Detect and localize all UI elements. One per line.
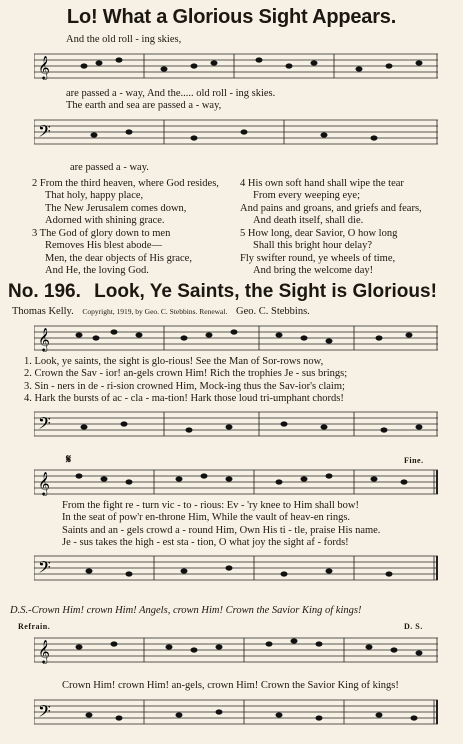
verse-line: And He, the loving God.: [45, 265, 149, 277]
hymn1-lyric-line: are passed a - way.: [70, 162, 149, 173]
svg-text:𝄞: 𝄞: [38, 473, 50, 495]
staff: [34, 552, 438, 581]
staff: [34, 322, 438, 351]
svg-text:𝄢: 𝄢: [38, 123, 51, 145]
svg-text:𝄢: 𝄢: [38, 559, 51, 581]
verse-line: That holy, happy place,: [45, 190, 144, 202]
stanza-line: 3. Sin - ners in de - ri-sion crowned Him, Mock-ing thus the Sav-ior's claim;: [24, 380, 345, 392]
verse-line: From every weeping eye;: [253, 190, 361, 202]
verse-line: 2 From the third heaven, where God resides,: [32, 178, 219, 189]
verse-line: Men, the dear objects of His grace,: [45, 252, 192, 264]
verse-line: Removes His blest abode—: [45, 240, 162, 252]
stanza-line: Je - sus takes the high - est sta - tion, O what joy the sight af - fords!: [62, 537, 349, 549]
svg-text:𝄞: 𝄞: [38, 329, 50, 351]
refrain-label: Refrain.: [18, 622, 51, 631]
stanza-line: 4. Hark the bursts of ac - cla - ma-tion! Hark those loud tri-umphant chords!: [24, 393, 344, 405]
staff: [34, 408, 438, 437]
hymn2-credits: [12, 306, 310, 317]
stanza-line: 1. Look, ye saints, the sight is glo-rious! See the Man of Sor-rows now,: [24, 356, 324, 367]
stanza-line: From the fight re - turn vic - to - rious: Ev - 'ry knee to Him shall bow!: [62, 500, 359, 511]
segno-icon: 𝄋: [66, 452, 72, 466]
verse-line: Fly swifter round, ye wheels of time,: [240, 252, 396, 264]
svg-text:𝄢: 𝄢: [38, 415, 51, 437]
verse-line: 4 His own soft hand shall wipe the tear: [240, 178, 404, 189]
staff: [34, 466, 438, 495]
refrain-lyric: Crown Him! crown Him! an-gels, crown Him! Crown the Savior King of kings!: [62, 680, 399, 691]
composer: Geo. C. Stebbins.: [235, 306, 310, 317]
author: Thomas Kelly.: [12, 306, 74, 317]
copyright: Copyright, 1919, by Geo. C. Stebbins. Renewal.: [82, 307, 228, 316]
hymn2-stanza-a: [24, 356, 347, 406]
hymn2-title: Look, Ye Saints, the Sight is Glorious!: [94, 281, 437, 302]
hymn1-lyric-line: The earth and sea are passed a - way,: [66, 100, 222, 111]
svg-text:𝄞: 𝄞: [38, 641, 50, 663]
verse-line: Adorned with shining grace.: [45, 215, 165, 227]
svg-text:𝄞: 𝄞: [38, 57, 50, 79]
verse-line: Shall this bright hour delay?: [253, 240, 372, 252]
fine-label: Fine.: [404, 456, 424, 465]
hymn1-title: Lo! What a Glorious Sight Appears.: [66, 6, 397, 28]
hymn1-lyric-line: And the old roll - ing skies,: [66, 34, 182, 45]
verse-line: And bring the welcome day!: [253, 265, 374, 277]
stanza-line: 2. Crown the Sav - ior! an-gels crown Him! Rich the trophies Je - sus brings;: [24, 368, 348, 380]
ds-mark: D. S.: [404, 622, 423, 631]
verse-line: And pains and groans, and griefs and fears,: [240, 202, 422, 214]
stanza-line: In the seat of pow'r en-throne Him, While the vault of heav-en rings.: [62, 512, 351, 524]
verse-line: 3 The God of glory down to men: [32, 228, 171, 239]
hymn1-verse-5: [240, 228, 397, 278]
stanza-line: Saints and an - gels crowd a - round Him, Own His ti - tle, praise His name.: [62, 524, 381, 536]
staff: [34, 116, 438, 145]
svg-text:𝄢: 𝄢: [38, 703, 51, 725]
hymn1-verse-3: [32, 228, 192, 278]
verse-line: 5 How long, dear Savior, O how long: [240, 228, 398, 239]
ds-instruction: D.S.-Crown Him! crown Him! Angels, crown Him! Crown the Savior King of kings!: [10, 605, 362, 616]
hymn1-verse-4: [240, 178, 422, 228]
staff: [34, 50, 438, 79]
staff: [34, 634, 438, 663]
hymn1-verse-2: [32, 178, 219, 228]
hymn1-lyric-line: are passed a - way, And the..... old roll - ing skies.: [66, 88, 276, 99]
verse-line: And death itself, shall die.: [253, 215, 364, 227]
verse-line: The New Jerusalem comes down,: [45, 202, 187, 214]
hymn-number: No. 196.: [8, 281, 81, 302]
hymn2-stanza-b: [62, 500, 380, 550]
hymn2-header: [8, 281, 437, 303]
staff: [34, 696, 438, 725]
